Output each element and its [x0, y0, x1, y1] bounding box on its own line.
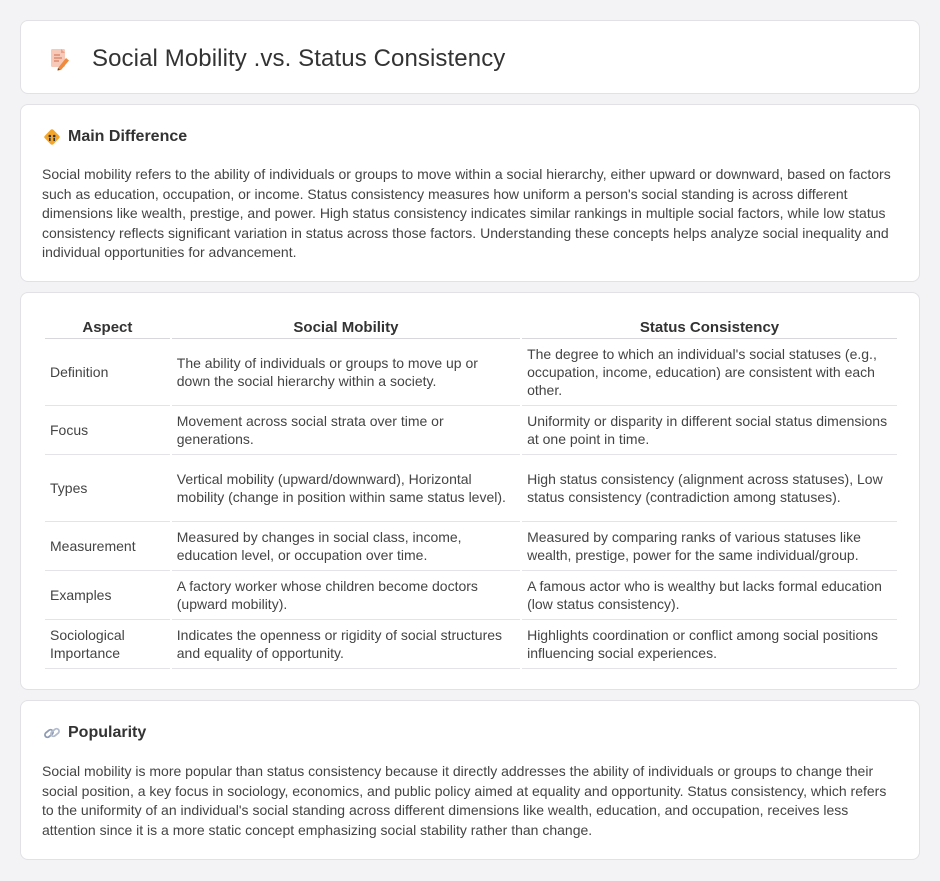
table-row: [45, 522, 897, 571]
aspect-cell: Examples: [45, 571, 170, 620]
column-header-social-mobility: Social Mobility: [172, 313, 520, 339]
page-title: Social Mobility .vs. Status Consistency: [92, 45, 506, 72]
main-difference-text: Social mobility refers to the ability of individuals or groups to move within a social hierarchy, either upward or downward, based on factors such as education, occupation, or income. Status consistency measures how uniform a person's social standing is across different dimensions like wealth, prestige, and power. High status consistency indicates similar rankings in multiple social factors, while low status consistency reflects significant variation in status across those factors. Understanding these concepts helps analyze social inequality and individual opportunities for advancement.: [42, 166, 891, 260]
table-row: [45, 455, 897, 522]
main-difference-card: [20, 104, 920, 282]
mobility-cell: Vertical mobility (upward/downward), Horizontal mobility (change in position within same status level).: [172, 455, 520, 522]
popularity-text: Social mobility is more popular than status consistency because it directly addresses the ability of individuals or groups to change their social position, a key focus in sociology, economics, and public policy aimed at equality and opportunity. Status consistency, which refers to the uniformity of an individual's social standing across different dimensions like wealth, education, and occupation, receives less attention since it is a more static concept emphasizing social stability rather than change.: [42, 763, 887, 838]
consistency-cell: Highlights coordination or conflict among social positions influencing social experiences.: [522, 620, 897, 669]
mobility-cell: A factory worker whose children become doctors (upward mobility).: [172, 571, 520, 620]
table-row: [45, 620, 897, 669]
aspect-cell: Sociological Importance: [45, 620, 170, 669]
popularity-card: [20, 700, 920, 860]
mobility-cell: Indicates the openness or rigidity of social structures and equality of opportunity.: [172, 620, 520, 669]
mobility-cell: The ability of individuals or groups to move up or down the social hierarchy within a society.: [172, 339, 520, 406]
popularity-header: [43, 723, 146, 743]
consistency-cell: Uniformity or disparity in different social status dimensions at one point in time.: [522, 406, 897, 455]
aspect-cell: Focus: [45, 406, 170, 455]
consistency-cell: The degree to which an individual's social statuses (e.g., occupation, income, education) are consistent with each other.: [522, 339, 897, 406]
table-header-row: [45, 313, 897, 339]
link-icon: [43, 724, 61, 742]
consistency-cell: High status consistency (alignment across statuses), Low status consistency (contradiction among statuses).: [522, 455, 897, 522]
aspect-cell: Measurement: [45, 522, 170, 571]
main-difference-heading: Main Difference: [68, 128, 188, 145]
aspect-cell: Types: [45, 455, 170, 522]
main-difference-header: [43, 127, 187, 147]
mobility-cell: Movement across social strata over time or generations.: [172, 406, 520, 455]
aspect-cell: Definition: [45, 339, 170, 406]
popularity-heading: Popularity: [68, 724, 147, 741]
consistency-cell: A famous actor who is wealthy but lacks formal education (low status consistency).: [522, 571, 897, 620]
title-card: [20, 20, 920, 94]
consistency-cell: Measured by comparing ranks of various statuses like wealth, prestige, power for the same individual/group.: [522, 522, 897, 571]
column-header-status-consistency: Status Consistency: [522, 313, 897, 339]
table-row: [45, 571, 897, 620]
table-row: [45, 339, 897, 406]
document-pencil-icon: [47, 47, 71, 71]
comparison-table: [43, 313, 899, 669]
column-header-aspect: Aspect: [45, 313, 170, 339]
mobility-cell: Measured by changes in social class, income, education level, or occupation over time.: [172, 522, 520, 571]
diamond-sign-icon: [43, 128, 61, 146]
table-row: [45, 406, 897, 455]
comparison-card: [20, 292, 920, 690]
